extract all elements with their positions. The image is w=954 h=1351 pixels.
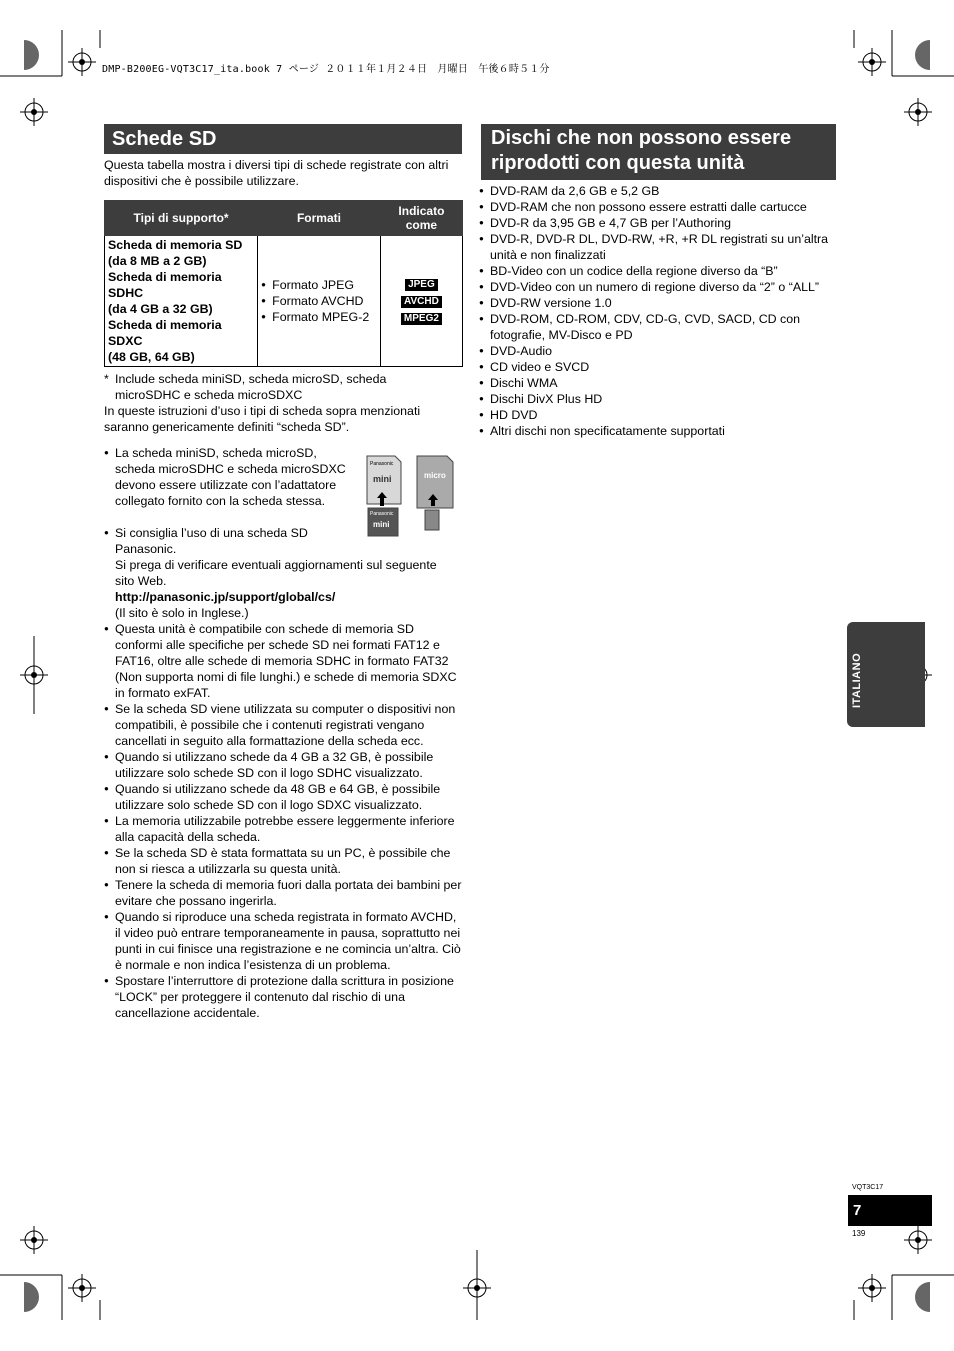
card-type-line: Scheda di memoria — [108, 270, 222, 284]
footnote-mark: * — [104, 372, 109, 386]
list-item: ● Spostare l’interruttore di protezione dalla scrittura in posizione “LOCK” per proteggere il contenuto dal rischio di una cancellazione accidentale. — [104, 973, 462, 1021]
list-item: ● La memoria utilizzabile potrebbe essere leggermente inferiore alla capacità della scheda. — [104, 813, 462, 845]
mini-label: mini — [373, 474, 392, 484]
list-item: ● DVD-R, DVD-R DL, DVD-RW, +R, +R DL registrati su un’altra unità e non finalizzati — [479, 231, 831, 263]
col-header-indicated: Indicato come — [380, 201, 462, 236]
avchd-badge: AVCHD — [401, 296, 442, 308]
list-item: ● DVD-R da 3,95 GB e 4,7 GB per l’Authoring — [479, 215, 831, 231]
adapter-bullet-list — [104, 445, 349, 509]
list-item: ● CD video e SVCD — [479, 359, 831, 375]
recommendation-bullet-list — [104, 525, 459, 621]
sd-note: In queste istruzioni d’uso i tipi di scheda sopra menzionati saranno genericamente definiti “scheda SD”. — [104, 404, 421, 434]
col-header-types: Tipi di supporto* — [105, 201, 258, 236]
card-type-line: Scheda di memoria SD — [108, 238, 243, 252]
list-item: ● Dischi DivX Plus HD — [479, 391, 831, 407]
footnote-text: Include scheda miniSD, scheda microSD, scheda microSDHC e scheda microSDXC — [115, 372, 387, 402]
list-item: ● Se la scheda SD è stata formattata su un PC, è possibile che non si riesca a utilizzarla su questa unità. — [104, 845, 462, 877]
mini-label: mini — [373, 520, 390, 529]
format-item: ● Formato AVCHD — [261, 293, 377, 309]
list-item: ● DVD-Video con un numero di regione diverso da “2” o “ALL” — [479, 279, 831, 295]
list-item: ● Questa unità è compatibile con schede di memoria SD conformi alle specifiche per schede SD nei formati FAT12 e FAT16, oltre alle schede di memoria SDHC in formato FAT32 (Non supporta nomi di file lunghi.) e schede di memoria SDXC in formato exFAT. — [104, 621, 462, 701]
language-tab — [847, 622, 925, 727]
col-header-formats: Formati — [258, 201, 381, 236]
english-only-note: (Il sito è solo in Inglese.) — [115, 606, 249, 620]
list-item: ● Altri dischi non specificatamente supportati — [479, 423, 831, 439]
list-item: ● Dischi WMA — [479, 375, 831, 391]
list-item — [104, 525, 459, 621]
list-item: ● DVD-RW versione 1.0 — [479, 295, 831, 311]
unplayable-discs-list — [479, 183, 831, 439]
mpeg2-badge: MPEG2 — [401, 313, 442, 325]
list-item: ● BD-Video con un codice della regione diverso da “B” — [479, 263, 831, 279]
sub-page-number: 139 — [852, 1229, 866, 1238]
sd-card-table — [104, 200, 463, 367]
sd-notes-bullet-list — [104, 621, 462, 1021]
badges-cell — [380, 236, 462, 367]
format-item: ● Formato JPEG — [261, 277, 377, 293]
language-tab-label: ITALIANO — [851, 652, 863, 708]
card-type-line: (da 8 MB a 2 GB) — [108, 254, 207, 268]
print-header-line: DMP-B200EG-VQT3C17_ita.book 7 ページ ２０１１年１月２４日 月曜日 午後６時５１分 — [102, 64, 550, 75]
website-note: Si prega di verificare eventuali aggiornamenti sul seguente sito Web. — [115, 558, 437, 588]
micro-label: micro — [424, 471, 446, 480]
list-item: ● La scheda miniSD, scheda microSD, scheda microSDHC e scheda microSDXC devono essere utilizzate con l’adattatore collegato fornito con la scheda stessa. — [104, 445, 349, 509]
table-row — [105, 236, 463, 367]
brand-label: Panasonic — [370, 511, 394, 517]
list-item: ● Quando si utilizzano schede da 4 GB a 32 GB, è possibile utilizzare solo schede SD con il logo SDHC visualizzato. — [104, 749, 462, 781]
list-item: ● Tenere la scheda di memoria fuori dalla portata dei bambini per evitare che possano ingerirla. — [104, 877, 462, 909]
card-type-line: Scheda di memoria — [108, 318, 222, 332]
jpeg-badge: JPEG — [405, 279, 438, 291]
section-title-schede-sd: Schede SD — [104, 124, 462, 154]
section-title-unplayable-discs — [481, 124, 836, 180]
card-type-line: SDHC — [108, 286, 144, 300]
intro-text: Questa tabella mostra i diversi tipi di schede registrate con altri dispositivi che è possibile utilizzare. — [104, 158, 449, 188]
title-line: Dischi che non possono essere — [491, 127, 792, 149]
document-code: VQT3C17 — [852, 1184, 884, 1191]
support-url-link[interactable]: http://panasonic.jp/support/global/cs/ — [115, 590, 336, 604]
list-item: ● Quando si utilizzano schede da 48 GB e 64 GB, è possibile utilizzare solo schede SD con il logo SDXC visualizzato. — [104, 781, 462, 813]
list-item: ● Quando si riproduce una scheda registrata in formato AVCHD, il video può entrare temporaneamente in pausa, soprattutto nei punti in cui finisce una registrazione e ne comincia un’altra. Ciò è normale e non indica l’esistenza di un problema. — [104, 909, 462, 973]
title-line: riprodotti con questa unità — [491, 152, 745, 174]
list-item: ● Se la scheda SD viene utilizzata su computer o dispositivi non compatibili, è possibile che i contenuti registrati vengano cancellati in seguito alla formattazione della scheda ecc. — [104, 701, 462, 749]
list-item: ● HD DVD — [479, 407, 831, 423]
card-type-line: (da 4 GB a 32 GB) — [108, 302, 213, 316]
card-type-line: SDXC — [108, 334, 143, 348]
format-item: ● Formato MPEG-2 — [261, 309, 377, 325]
list-item: ● DVD-RAM da 2,6 GB e 5,2 GB — [479, 183, 831, 199]
list-item: ● DVD-ROM, CD-ROM, CDV, CD-G, CVD, SACD, CD con fotografie, MV-Disco e PD — [479, 311, 831, 343]
list-item: ● DVD-Audio — [479, 343, 831, 359]
card-types-cell — [105, 236, 258, 367]
card-type-line: (48 GB, 64 GB) — [108, 350, 195, 364]
list-item: ● DVD-RAM che non possono essere estratti dalle cartucce — [479, 199, 831, 215]
formats-cell — [258, 236, 381, 367]
page-number: 7 — [848, 1195, 932, 1226]
brand-label: Panasonic — [370, 461, 394, 467]
recommend-text: ● Si consiglia l’uso di una scheda SD Panasonic. — [115, 526, 308, 556]
